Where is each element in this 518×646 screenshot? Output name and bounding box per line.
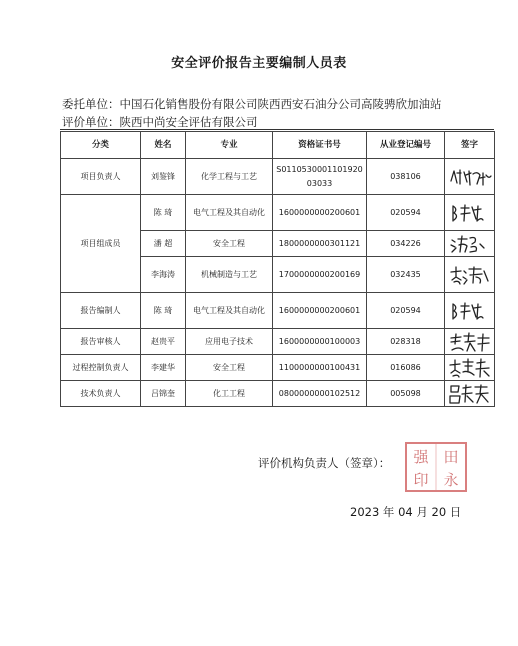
- client-line: [62, 96, 442, 112]
- reg-cell: 038106: [367, 159, 445, 195]
- reg-cell: 034226: [367, 231, 445, 257]
- cert-cell: 0800000000102512: [273, 381, 367, 407]
- evaluator-head-label: 评价机构负责人（签章）：: [258, 456, 391, 470]
- official-seal-stamp: [404, 441, 468, 493]
- signature-cell: [445, 293, 495, 329]
- header-major: 专业: [186, 132, 273, 159]
- svg-text:永: 永: [443, 471, 459, 489]
- signature-image: [447, 263, 493, 287]
- table-row: [61, 195, 495, 231]
- signature-cell: [445, 355, 495, 381]
- reg-cell: 020594: [367, 195, 445, 231]
- evaluator-label: 评价单位：: [62, 115, 120, 129]
- name-cell: 刘鉴锋: [141, 159, 186, 195]
- major-cell: 化学工程与工艺: [186, 159, 273, 195]
- major-cell: 电气工程及其自动化: [186, 293, 273, 329]
- reg-cell: 016086: [367, 355, 445, 381]
- signature-image: [447, 165, 493, 189]
- client-label: 委托单位：: [62, 97, 120, 111]
- svg-text:田: 田: [443, 448, 459, 466]
- table-row: [61, 293, 495, 329]
- name-cell: 潘 超: [141, 231, 186, 257]
- signature-cell: [445, 195, 495, 231]
- signature-image: [447, 356, 493, 380]
- name-cell: 李建华: [141, 355, 186, 381]
- cert-cell: 1700000000200169: [273, 257, 367, 293]
- signature-image: [447, 330, 493, 354]
- document-title: 安全评价报告主要编制人员表: [171, 56, 347, 71]
- signature-cell: [445, 329, 495, 355]
- major-cell: 电气工程及其自动化: [186, 195, 273, 231]
- signature-cell: [445, 231, 495, 257]
- header-name: 姓名: [141, 132, 186, 159]
- reg-cell: 028318: [367, 329, 445, 355]
- table-row: [61, 329, 495, 355]
- reg-cell: 020594: [367, 293, 445, 329]
- staff-table: [60, 131, 495, 407]
- header-category: 分类: [61, 132, 141, 159]
- name-cell: 赵贵平: [141, 329, 186, 355]
- category-cell: 报告编制人: [61, 293, 141, 329]
- cert-cell: 1600000000200601: [273, 195, 367, 231]
- client-name: 中国石化销售股份有限公司陕西西安石油分公司高陵骋欣加油站: [119, 97, 442, 111]
- major-cell: 安全工程: [186, 231, 273, 257]
- cert-cell: 1800000000301121: [273, 231, 367, 257]
- signature-image: [447, 201, 493, 225]
- name-cell: 李海涛: [141, 257, 186, 293]
- reg-cell: 032435: [367, 257, 445, 293]
- category-cell: 报告审核人: [61, 329, 141, 355]
- signature-image: [447, 382, 493, 406]
- signature-image: [447, 299, 493, 323]
- cert-cell: 1600000000100003: [273, 329, 367, 355]
- document-date: 2023 年 04 月 20 日: [350, 505, 462, 519]
- header-rule: [60, 129, 494, 130]
- major-cell: 机械制造与工艺: [186, 257, 273, 293]
- major-cell: 化工工程: [186, 381, 273, 407]
- table-row: [61, 159, 495, 195]
- table-row: [61, 381, 495, 407]
- evaluator-name: 陕西中尚安全评估有限公司: [119, 115, 258, 129]
- svg-text:强: 强: [413, 448, 429, 466]
- category-cell: 项目组成员: [61, 195, 141, 293]
- cert-cell: 1100000000100431: [273, 355, 367, 381]
- reg-cell: 005098: [367, 381, 445, 407]
- major-cell: 安全工程: [186, 355, 273, 381]
- name-cell: 陈 琦: [141, 195, 186, 231]
- header-cert: 资格证书号: [273, 132, 367, 159]
- name-cell: 吕锦奎: [141, 381, 186, 407]
- header-reg: 从业登记编号: [367, 132, 445, 159]
- table-row: [61, 355, 495, 381]
- category-cell: 技术负责人: [61, 381, 141, 407]
- signature-cell: [445, 159, 495, 195]
- svg-text:印: 印: [413, 471, 429, 489]
- cert-cell: S011053000110192003033: [273, 159, 367, 195]
- category-cell: 过程控制负责人: [61, 355, 141, 381]
- header-signature: 签字: [445, 132, 495, 159]
- category-cell: 项目负责人: [61, 159, 141, 195]
- name-cell: 陈 琦: [141, 293, 186, 329]
- table-header-row: [61, 132, 495, 159]
- signature-image: [447, 232, 493, 256]
- signature-cell: [445, 257, 495, 293]
- signature-cell: [445, 381, 495, 407]
- major-cell: 应用电子技术: [186, 329, 273, 355]
- evaluator-line: [62, 114, 258, 130]
- cert-cell: 1600000000200601: [273, 293, 367, 329]
